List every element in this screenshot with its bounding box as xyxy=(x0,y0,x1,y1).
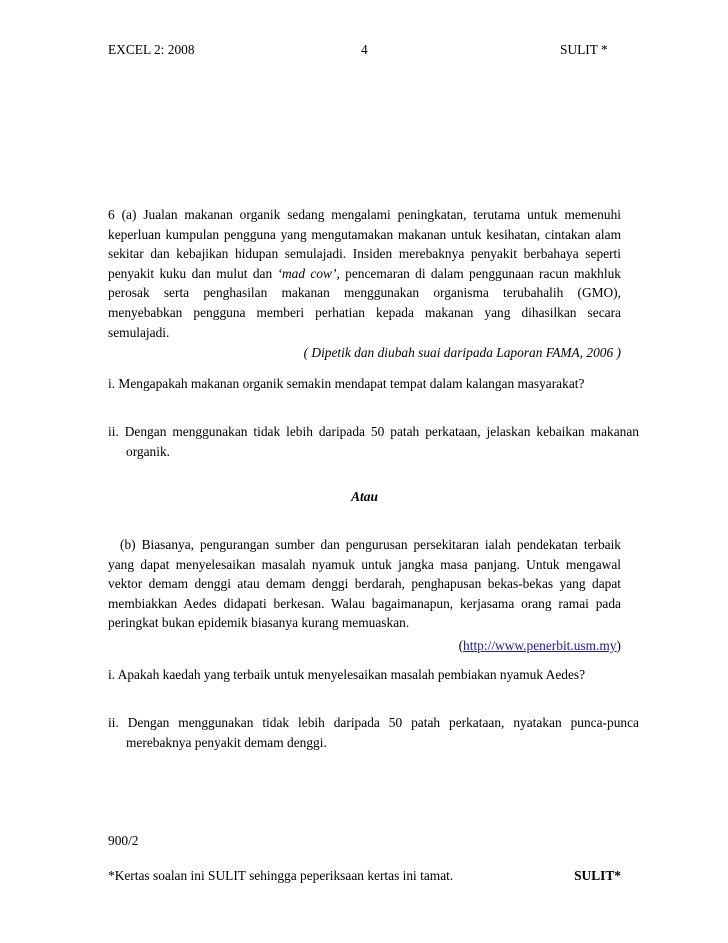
footer-sulit: SULIT* xyxy=(574,868,621,883)
paper-code: 900/2 xyxy=(108,833,139,848)
q6b-source-open: ( xyxy=(458,638,464,653)
q6a-question-2: ii. Dengan menggunakan tidak lebih daripada 50 patah perkataan, jelaskan kebaikan makanan organik. xyxy=(108,424,639,459)
q6a-question-1: i. Mengapakah makanan organik semakin mendapat tempat dalam kalangan masyarakat? xyxy=(108,376,585,391)
q6a-passage-italic: ‘mad cow’ xyxy=(277,265,337,281)
header-right: SULIT * xyxy=(560,42,608,57)
q6a-passage xyxy=(108,205,621,342)
q6a-source: ( Dipetik dan diubah suai daripada Laporan FAMA, 2006 ) xyxy=(303,345,621,360)
q6a-passage-lead: 6 (a) Jualan makanan organik sedang mengalami peningkatan, terutama untuk memenuhi keperluan kumpulan pengguna yang mengutamakan makanan untuk kesihatan, cintakan alam sekitar dan kebajikan hidupan semulajadi. Insiden merebaknya penyakit berbahaya seperti penyakit kuku dan mulut dan xyxy=(108,207,621,281)
q6b-passage: (b) Biasanya, pengurangan sumber dan pengurusan persekitaran ialah pendekatan terbaik yang dapat menyelesaikan masalah nyamuk untuk jangka masa panjang. Untuk mengawal vektor demam denggi atau demam denggi berdarah, penghapusan bekas-bekas yang dapat membiakkan Aedes didapati berkesan. Walau bagaimanapun, kerjasama orang ramai pada peringkat bukan epidemik biasanya kurang memuaskan. xyxy=(108,537,621,631)
q6b-question-1: i. Apakah kaedah yang terbaik untuk menyelesaikan masalah pembiakan nyamuk Aedes? xyxy=(108,667,586,682)
source-link[interactable]: http://www.penerbit.usm.my xyxy=(463,638,617,653)
footer-note: *Kertas soalan ini SULIT sehingga peperiksaan kertas ini tamat. xyxy=(108,868,454,883)
page-number: 4 xyxy=(361,42,368,57)
header-left: EXCEL 2: 2008 xyxy=(108,42,195,57)
q6b-question-2: ii. Dengan menggunakan tidak lebih daripada 50 patah perkataan, nyatakan punca-punca merebaknya penyakit demam denggi. xyxy=(108,715,639,750)
q6b-source xyxy=(108,636,621,656)
q6b-source-close: ) xyxy=(616,638,621,653)
or-label: Atau xyxy=(351,489,378,504)
q6a-passage-tail: , pencemaran di dalam penggunaan racun makhluk perosak serta penghasilan makanan menggunakan organisma terubahalih (GMO), menyebabkan pengguna memberi perhatian kepada makanan yang dihasilkan secara semulajadi. xyxy=(108,265,621,340)
